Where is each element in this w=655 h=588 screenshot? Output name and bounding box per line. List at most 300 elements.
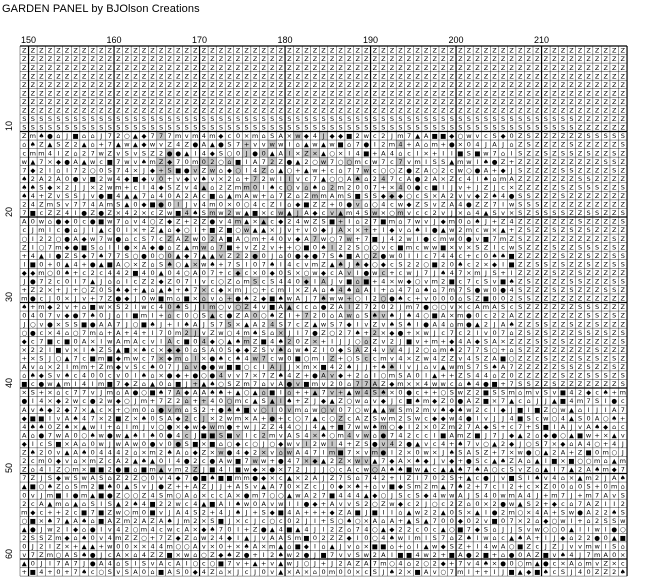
stitch-symbol: × [303,568,310,577]
stitch-symbol: + [483,568,489,577]
stitch-symbol: J [74,183,77,192]
stitch-symbol: S [347,123,352,132]
stitch-symbol: ▲ [312,414,318,423]
stitch-symbol: Z [432,89,437,98]
stitch-symbol: S [389,115,394,124]
stitch-symbol: ● [500,286,506,295]
stitch-symbol: S [201,209,206,218]
stitch-symbol: J [502,414,505,423]
stitch-symbol: + [466,251,472,260]
stitch-symbol: Z [586,320,591,329]
stitch-symbol: w [423,243,429,252]
stitch-symbol: 7 [372,183,377,192]
stitch-symbol: ◆ [175,226,181,235]
stitch-symbol: Z [543,294,549,303]
stitch-symbol: × [508,209,515,218]
stitch-symbol: w [261,457,267,466]
stitch-symbol: ▲ [303,166,309,175]
stitch-symbol: 0 [167,439,172,448]
stitch-symbol: Z [338,97,343,106]
stitch-symbol: ◆ [38,371,44,380]
stitch-symbol: Z [218,63,224,72]
stitch-symbol: 7 [73,405,78,414]
stitch-symbol: J [185,200,188,209]
stitch-symbol: w [466,132,472,141]
stitch-symbol: ◆ [303,251,309,260]
stitch-symbol: 7 [56,516,61,525]
stitch-symbol: ● [89,525,96,534]
stitch-symbol: ▲ [286,474,292,483]
stitch-symbol: A [64,431,70,440]
stitch-symbol: S [526,140,531,149]
stitch-symbol: ▲ [132,140,138,149]
stitch-symbol: w [218,363,224,372]
stitch-symbol: I [502,200,505,209]
stitch-symbol: Z [269,46,275,55]
stitch-symbol: J [348,260,351,269]
stitch-symbol: Z [22,97,27,106]
stitch-symbol: c [475,251,480,260]
stitch-symbol: Z [329,63,335,72]
stitch-symbol: I [31,243,34,252]
stitch-symbol: ♠ [457,482,464,491]
stitch-symbol: A [346,559,352,568]
stitch-symbol: 2 [398,568,403,577]
stitch-symbol: ▲ [611,431,617,440]
stitch-symbol: Z [440,63,446,72]
stitch-symbol: v [116,568,121,577]
stitch-symbol: 0 [201,157,206,166]
stitch-symbol: c [210,491,215,500]
stitch-symbol: ◆ [380,260,386,269]
stitch-symbol: Z [535,303,540,312]
stitch-symbol: × [55,183,62,192]
stitch-symbol: Z [278,46,284,55]
stitch-symbol: A [466,337,472,346]
stitch-symbol: × [158,354,164,363]
stitch-symbol: S [321,115,326,124]
stitch-symbol: + [500,345,506,354]
stitch-symbol: ▲ [98,226,104,235]
stitch-symbol: 2 [82,149,87,158]
stitch-symbol: Z [552,132,557,141]
stitch-symbol: I [390,448,393,457]
stitch-symbol: ○ [517,559,524,568]
stitch-symbol: Z [295,63,301,72]
stitch-symbol: + [320,499,327,508]
stitch-symbol: v [193,166,198,175]
stitch-symbol: ■ [397,243,404,252]
stitch-symbol: ◆ [47,303,53,312]
stitch-symbol: S [620,380,625,389]
stitch-symbol: Z [372,97,378,106]
stitch-symbol: + [55,508,62,517]
stitch-symbol: A [543,508,549,517]
stitch-symbol: A [329,192,335,201]
stitch-symbol: ● [124,243,130,252]
stitch-symbol: 7 [167,132,172,141]
stitch-symbol: I [194,354,197,363]
stitch-symbol: S [398,123,403,132]
stitch-symbol: 2 [193,457,198,466]
stitch-symbol: c [501,243,505,252]
stitch-symbol: 7 [107,140,112,149]
stitch-symbol: Z [560,174,566,183]
stitch-symbol: Z [603,80,608,89]
stitch-symbol: ♠ [209,525,216,534]
stitch-symbol: Z [252,89,258,98]
stitch-symbol: Z [577,320,583,329]
stitch-symbol: ● [312,328,318,337]
stitch-symbol: I [117,243,120,252]
stitch-symbol: v [407,209,411,218]
stitch-symbol: ◆ [551,499,557,508]
stitch-symbol: Z [526,345,531,354]
stitch-symbol: A [295,294,301,303]
stitch-symbol: I [356,320,359,329]
stitch-symbol: S [107,166,112,175]
stitch-symbol: Z [475,55,480,64]
stitch-symbol: J [561,542,564,551]
stitch-symbol: 7 [227,260,232,269]
stitch-symbol: I [100,422,103,431]
stitch-symbol: S [535,422,540,431]
stitch-symbol: A [577,439,583,448]
stitch-symbol: ■ [380,542,387,551]
stitch-symbol: ■ [226,243,233,252]
stitch-symbol: Z [543,140,549,149]
stitch-symbol: Z [381,89,386,98]
stitch-symbol: ♠ [200,174,207,183]
stitch-symbol: 2 [73,140,78,149]
stitch-symbol: 0 [167,251,172,260]
stitch-symbol: 4 [389,149,394,158]
stitch-symbol: 7 [347,448,352,457]
stitch-symbol: ● [508,551,515,560]
stitch-symbol: ▲ [286,491,292,500]
stitch-symbol: 2 [406,525,412,534]
stitch-symbol: Z [56,542,61,551]
stitch-symbol: Z [321,200,326,209]
stitch-symbol: S [526,123,531,132]
stitch-symbol: J [40,474,43,483]
stitch-symbol: ♠ [440,268,447,277]
stitch-symbol: ○ [560,431,566,440]
stitch-symbol: S [432,123,437,132]
stitch-symbol: S [47,115,52,124]
stitch-symbol: ○ [192,311,199,320]
stitch-symbol: 7 [116,251,121,260]
stitch-symbol: m [80,491,88,500]
stitch-symbol: ▲ [312,320,318,329]
stitch-symbol: A [432,320,437,329]
stitch-symbol: c [338,465,343,474]
stitch-symbol: ♠ [243,294,250,303]
stitch-symbol: c [424,431,428,440]
stitch-symbol: Z [620,268,626,277]
stitch-symbol: m [593,457,601,466]
stitch-symbol: 2 [364,217,369,226]
stitch-symbol: Z [620,72,626,81]
stitch-symbol: v [278,431,283,440]
stitch-symbol: S [620,277,625,286]
stitch-symbol: 2 [261,243,266,252]
stitch-symbol: m [234,474,242,483]
stitch-symbol: Z [483,89,489,98]
stitch-symbol: v [261,303,266,312]
stitch-symbol: w [184,551,190,560]
stitch-symbol: Z [133,80,138,89]
stitch-symbol: ◆ [321,226,327,235]
stitch-symbol: Z [167,106,172,115]
stitch-symbol: c [150,345,155,354]
stitch-symbol: v [466,559,471,568]
stitch-symbol: ■ [234,465,242,474]
stitch-symbol: I [331,439,334,448]
stitch-symbol: ● [47,320,53,329]
stitch-symbol: Z [535,97,540,106]
stitch-symbol: c [347,414,351,423]
stitch-symbol: Z [603,277,608,286]
stitch-symbol: v [364,448,369,457]
stitch-symbol: ■ [431,132,438,141]
stitch-symbol: 4 [30,200,35,209]
stitch-symbol: Z [577,157,583,166]
stitch-symbol: ■ [508,260,515,269]
stitch-symbol: 2 [261,174,266,183]
stitch-symbol: × [303,457,310,466]
stitch-symbol: Z [107,97,113,106]
stitch-symbol: ♠ [354,260,361,269]
stitch-symbol: m [346,209,353,218]
stitch-symbol: Z [569,157,574,166]
stitch-symbol: ● [406,166,412,175]
stitch-symbol: ○ [329,328,335,337]
stitch-symbol: Z [526,55,531,64]
stitch-symbol: ⌂ [577,559,583,568]
stitch-symbol: Z [141,46,147,55]
stitch-symbol: Z [466,388,472,397]
stitch-symbol: v [424,217,429,226]
stitch-symbol: 0 [441,516,446,525]
stitch-symbol: Z [432,80,437,89]
stitch-symbol: Z [569,260,574,269]
stitch-symbol: I [271,405,274,414]
stitch-symbol: 4 [569,388,574,397]
stitch-symbol: 4 [47,149,52,158]
stitch-symbol: c [390,243,394,252]
stitch-symbol: 7 [577,499,583,508]
stitch-symbol: 2 [458,345,463,354]
stitch-symbol: 2 [253,294,258,303]
stitch-symbol: + [260,286,267,295]
stitch-symbol: 7 [364,474,369,483]
stitch-symbol: ♠ [115,286,122,295]
stitch-symbol: 2 [338,328,343,337]
stitch-symbol: S [193,123,198,132]
stitch-symbol: ▲ [98,260,104,269]
stitch-symbol: Z [483,192,489,201]
stitch-symbol: ▲ [81,542,87,551]
stitch-symbol: × [525,508,532,517]
stitch-symbol: S [620,209,625,218]
stitch-symbol: J [100,132,103,141]
stitch-symbol: ■ [192,439,199,448]
stitch-symbol: ♠ [406,311,412,320]
stitch-symbol: 7 [82,200,87,209]
stitch-symbol: ◆ [586,388,592,397]
stitch-symbol: 2 [47,234,52,243]
stitch-symbol: 4 [116,268,121,277]
stitch-symbol: ▲ [150,457,156,466]
stitch-symbol: S [124,115,129,124]
stitch-symbol: Z [492,46,497,55]
stitch-symbol: Z [235,380,241,389]
stitch-symbol: ⌂ [210,243,215,252]
stitch-symbol: ○ [594,439,600,448]
stitch-symbol: c [415,431,420,440]
stitch-symbol: ♠ [141,345,147,354]
stitch-symbol: J [399,303,402,312]
stitch-symbol: S [518,149,523,158]
stitch-symbol: Z [175,243,181,252]
stitch-symbol: ◆ [64,405,70,414]
stitch-symbol: 4 [287,422,292,431]
stitch-symbol: 7 [330,157,335,166]
stitch-symbol: + [346,294,352,303]
stitch-symbol: w [72,397,79,406]
stitch-symbol: m [166,491,173,500]
stitch-symbol: Z [603,380,608,389]
stitch-symbol: A [509,311,514,320]
stitch-symbol: Z [244,106,249,115]
stitch-symbol: J [570,422,573,431]
stitch-symbol: Z [517,174,523,183]
stitch-symbol: ○ [329,431,335,440]
stitch-symbol: ♠ [132,499,139,508]
stitch-symbol: 7 [82,328,87,337]
stitch-symbol: S [355,243,360,252]
stitch-symbol: × [72,345,79,354]
stitch-symbol: I [365,294,368,303]
stitch-symbol: Z [586,234,591,243]
stitch-symbol: 4 [458,200,463,209]
stitch-symbol: ▲ [517,568,523,577]
stitch-symbol: 0 [116,226,121,235]
stitch-symbol: ● [226,311,233,320]
stitch-symbol: Z [98,55,104,64]
stitch-symbol: ⌂ [150,371,155,380]
stitch-symbol: Z [158,46,164,55]
stitch-symbol: A [492,303,497,312]
stitch-symbol: J [425,499,428,508]
stitch-symbol: S [595,371,600,380]
stitch-symbol: A [415,140,420,149]
stitch-symbol: m [585,474,592,483]
stitch-symbol: ○ [277,491,284,500]
stitch-symbol: S [218,149,223,158]
stitch-symbol: Z [543,97,549,106]
stitch-symbol: + [158,166,164,175]
stitch-symbol: ○ [192,559,199,568]
stitch-symbol: S [415,115,420,124]
stitch-symbol: Z [312,72,318,81]
stitch-symbol: ⌂ [56,166,61,175]
stitch-symbol: Z [449,80,455,89]
stitch-symbol: 0 [338,200,343,209]
stitch-symbol: Z [364,63,369,72]
stitch-symbol: × [260,209,267,218]
stitch-symbol: Z [22,46,27,55]
stitch-symbol: A [449,431,455,440]
stitch-symbol: Z [526,157,531,166]
stitch-symbol: w [449,226,455,235]
stitch-symbol: Z [218,226,224,235]
stitch-symbol: S [560,363,565,372]
stitch-symbol: ◆ [124,286,130,295]
stitch-symbol: × [64,294,70,303]
stitch-symbol: ◆ [167,157,173,166]
stitch-symbol: ■ [440,431,447,440]
stitch-symbol: Z [535,157,540,166]
stitch-symbol: 7 [389,431,394,440]
stitch-symbol: Z [483,63,489,72]
stitch-symbol: ○ [243,388,250,397]
stitch-symbol: S [261,115,266,124]
stitch-symbol: ◆ [269,508,275,517]
stitch-symbol: S [458,448,463,457]
stitch-symbol: Z [440,97,446,106]
stitch-symbol: ◆ [55,457,61,466]
stitch-symbol: S [458,115,463,124]
stitch-symbol: m [431,140,438,149]
stitch-symbol: J [40,559,43,568]
stitch-symbol: m [397,132,404,141]
stitch-symbol: c [73,371,78,380]
stitch-symbol: × [201,354,207,363]
stitch-symbol: Z [423,80,429,89]
stitch-symbol: ♠ [303,345,310,354]
stitch-symbol: ♠ [166,516,173,525]
stitch-symbol: m [140,311,148,320]
stitch-symbol: Z [235,89,241,98]
stitch-symbol: S [30,123,35,132]
stitch-symbol: ⌂ [295,192,300,201]
stitch-symbol: c [270,354,275,363]
stitch-symbol: S [552,123,557,132]
stitch-symbol: ◆ [81,234,87,243]
stitch-symbol: Z [372,63,378,72]
stitch-symbol: Z [552,328,557,337]
stitch-symbol: S [424,123,429,132]
stitch-symbol: Z [569,209,574,218]
stitch-symbol: ■ [482,294,490,303]
stitch-symbol: Z [64,46,70,55]
stitch-symbol: 0 [116,482,121,491]
stitch-symbol: ⌂ [64,499,70,508]
stitch-symbol: Z [552,320,557,329]
stitch-symbol: c [492,482,497,491]
stitch-symbol: Z [569,303,574,312]
stitch-symbol: ♠ [320,243,327,252]
stitch-symbol: ▲ [321,422,327,431]
stitch-symbol: c [176,311,180,320]
stitch-symbol: Z [304,149,309,158]
stitch-symbol: 0 [449,516,454,525]
stitch-symbol: Z [193,72,198,81]
stitch-symbol: 2 [150,277,155,286]
stitch-symbol: ◆ [47,405,53,414]
